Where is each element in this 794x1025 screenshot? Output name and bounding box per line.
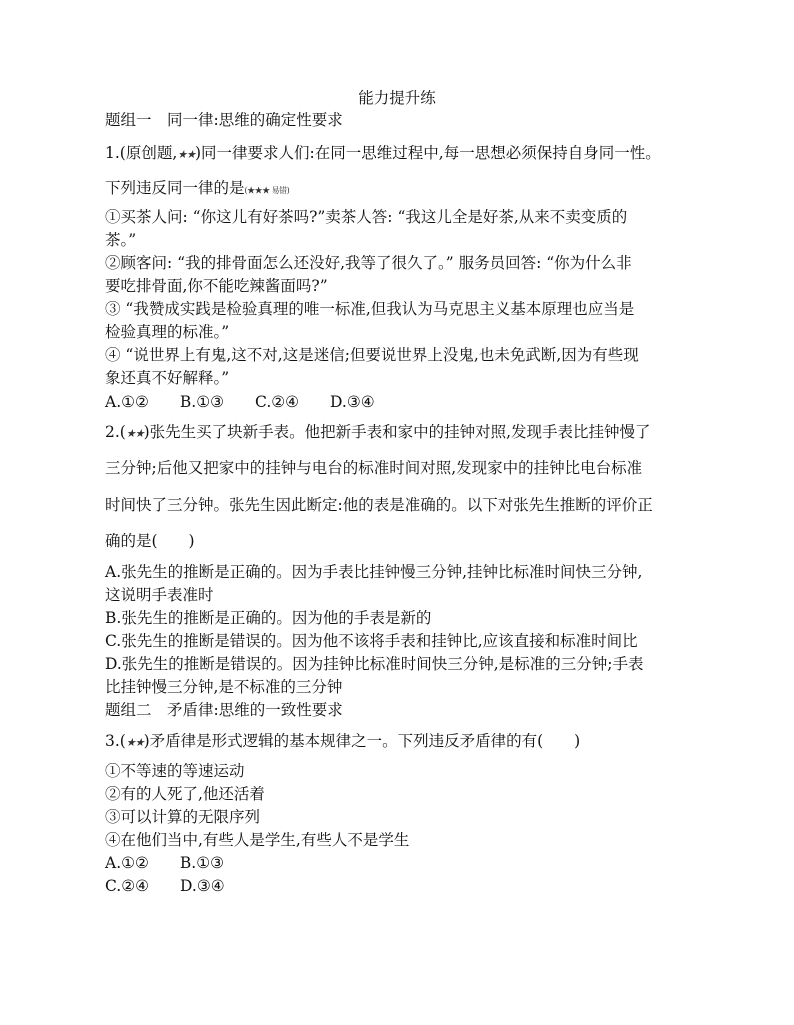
q3-option-2: ②有的人死了,他还活着 [105,785,265,803]
q3-answer-choices-row-1: A.①② B.①③ [105,854,225,872]
q2-option-c: C.张先生的推断是错误的。因为他不该将手表和挂钟比,应该直接和标准时间比 [105,632,638,650]
q3-option-3: ③可以计算的无限序列 [105,808,261,826]
q2-option-a-line-1: A.张先生的推断是正确的。因为手表比挂钟慢三分钟,挂钟比标准时间快三分钟, [105,563,643,581]
q1-option-1-line-1: ①买茶人问: “你这儿有好茶吗?”卖茶人答: “我这儿全是好茶,从来不卖变质的 [105,208,628,226]
page-title: 能力提升练 [358,89,436,107]
q1-option-3-line-2: 检验真理的标准。” [105,323,230,341]
q1-option-4-line-2: 象还真不好解释。” [105,369,230,387]
q3-option-4: ④在他们当中,有些人是学生,有些人不是学生 [105,831,410,849]
q2-option-d-line-2: 比挂钟慢三分钟,是不标准的三分钟 [105,678,343,696]
q3-answer-choices-row-2: C.②④ D.③④ [105,877,225,895]
group-heading-1: 题组一 同一律:思维的确定性要求 [105,111,343,129]
difficulty-tag: (★★★ 易错) [244,186,290,195]
q1-option-1-line-2: 茶。” [105,231,137,249]
q1-option-3-line-1: ③ “我赞成实践是检验真理的唯一标准,但我认为马克思主义基本原理也应当是 [105,300,635,318]
question-1-prefix: 1.(原创题, [105,144,178,162]
q2-option-a-line-2: 这说明手表准时 [105,586,214,604]
question-1-line-2: 下列违反同一律的是(★★★ 易错) [105,179,290,197]
difficulty-stars-icon: ★★ [125,427,144,440]
question-3-stem: 3.(★★)矛盾律是形式逻辑的基本规律之一。下列违反矛盾律的有( ) [105,732,581,750]
q2-option-b: B.张先生的推断是正确的。因为他的手表是新的 [105,609,432,627]
difficulty-stars-icon: ★★ [177,148,195,161]
q3-option-1: ①不等速的等速运动 [105,762,245,780]
q1-option-2-line-2: 要吃排骨面,你不能吃辣酱面吗?” [105,277,328,295]
difficulty-stars-icon: ★★ [125,736,144,749]
group-heading-2: 题组二 矛盾律:思维的一致性要求 [105,701,343,719]
q1-option-2-line-1: ②顾客问: “我的排骨面怎么还没好,我等了很久了。” 服务员回答: “你为什么非 [105,254,632,272]
question-2-line-4: 确的是( ) [105,532,195,550]
q1-option-4-line-1: ④ “说世界上有鬼,这不对,这是迷信;但要说世界上没鬼,也未免武断,因为有些现 [105,346,639,364]
question-2-stem: 2.(★★)张先生买了块新手表。他把新手表和家中的挂钟对照,发现手表比挂钟慢了 [105,423,651,441]
question-2-line-3: 时间快了三分钟。张先生因此断定:他的表是准确的。以下对张先生推断的评价正 [105,496,653,514]
question-1-text: )同一律要求人们:在同一思维过程中,每一思想必须保持自身同一性。 [195,144,661,162]
question-1-stem [105,142,661,166]
question-2-line-2: 三分钟;后他又把家中的挂钟与电台的标准时间对照,发现家中的挂钟比电台标准 [105,459,643,477]
q2-option-d-line-1: D.张先生的推断是错误的。因为挂钟比标准时间快三分钟,是标准的三分钟;手表 [105,655,644,673]
q1-answer-choices: A.①② B.①③ C.②④ D.③④ [105,393,375,411]
